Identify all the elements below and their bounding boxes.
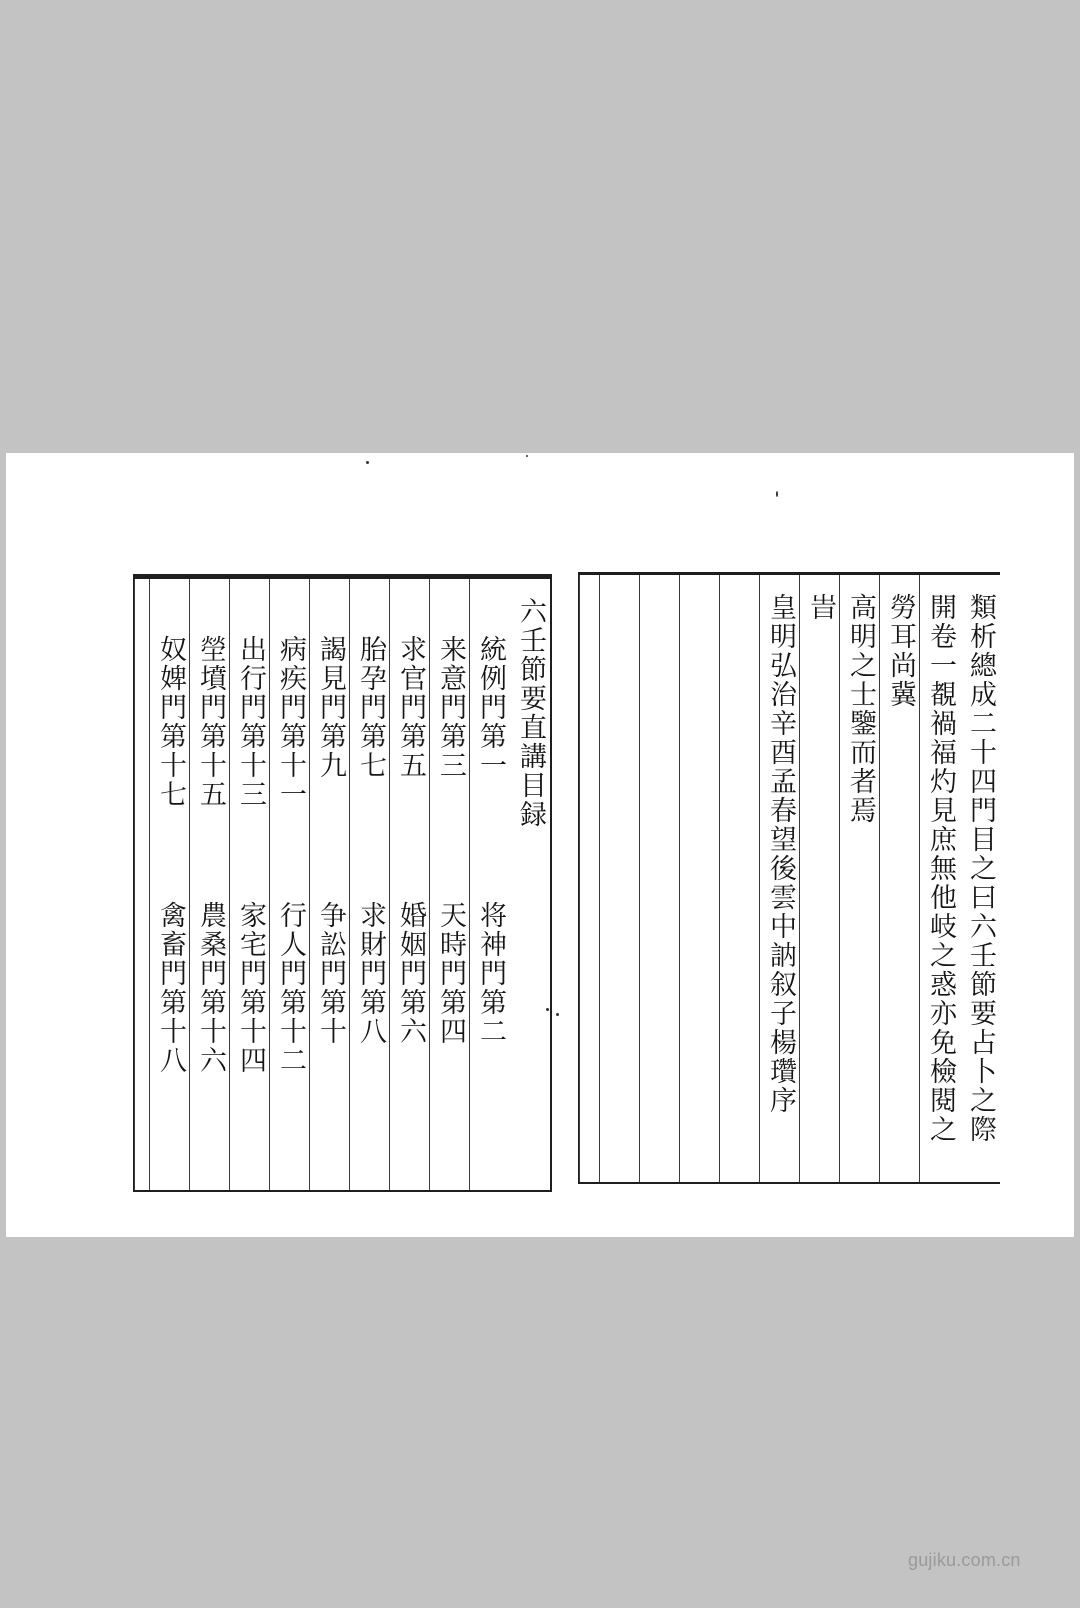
toc-column — [269, 579, 310, 1190]
toc-entry: 胎孕門第七 — [355, 635, 386, 780]
toc-entry: 争訟門第十 — [315, 901, 346, 1046]
toc-column — [510, 579, 550, 1190]
preface-column — [919, 575, 960, 1182]
preface-column-empty — [639, 575, 680, 1182]
preface-column — [960, 575, 1000, 1182]
toc-entry: 出行門第十三 — [235, 635, 266, 809]
toc-column — [189, 579, 230, 1190]
toc-entry: 禽畜門第十八 — [155, 901, 186, 1075]
preface-column — [839, 575, 880, 1182]
preface-line: 皇明弘治辛酉孟春望後雲中訥叙子楊瓚序 — [765, 593, 796, 1115]
preface-line: 類析總成二十四門目之曰六壬節要占卜之際 — [965, 593, 996, 1144]
preface-column-empty — [599, 575, 640, 1182]
preface-line: 高明之士鑒而者焉 — [845, 593, 876, 825]
toc-column — [229, 579, 270, 1190]
preface-line: 開卷一覩禍福灼見庶無他岐之惑亦免檢閱之 — [925, 593, 956, 1144]
site-watermark: gujiku.com.cn — [908, 1550, 1021, 1570]
toc-column — [469, 579, 510, 1190]
preface-column — [759, 575, 800, 1182]
toc-entry: 奴婢門第十七 — [155, 635, 186, 809]
toc-column — [429, 579, 470, 1190]
toc-entry: 病疾門第十一 — [275, 635, 306, 809]
toc-entry: 統例門第一 — [475, 635, 506, 780]
scan-speck — [366, 461, 369, 464]
preface-column — [879, 575, 920, 1182]
toc-column — [309, 579, 350, 1190]
preface-line: 勞耳尚冀 — [885, 593, 916, 709]
toc-entry: 天時門第四 — [435, 901, 466, 1046]
right-page-frame — [578, 572, 1000, 1184]
toc-entry: 将神門第二 — [475, 901, 506, 1046]
toc-entry: 求官門第五 — [395, 635, 426, 780]
scanned-book-spread — [6, 453, 1074, 1237]
preface-line: 旹 — [805, 593, 836, 622]
toc-entry: 家宅門第十四 — [235, 901, 266, 1075]
scan-speck — [556, 1013, 559, 1016]
scan-speck — [526, 455, 528, 457]
preface-column-empty — [719, 575, 760, 1182]
toc-entry: 来意門第三 — [435, 635, 466, 780]
toc-column — [349, 579, 390, 1190]
left-page-frame — [133, 574, 552, 1192]
toc-entry: 婚姻門第六 — [395, 901, 426, 1046]
toc-entry: 行人門第十二 — [275, 901, 306, 1075]
toc-title: 六壬節要直講目録 — [515, 597, 546, 829]
preface-column — [799, 575, 840, 1182]
toc-entry: 農桑門第十六 — [195, 901, 226, 1075]
preface-column-empty — [679, 575, 720, 1182]
preface-column-empty — [579, 575, 600, 1182]
toc-column — [389, 579, 430, 1190]
scan-speck — [776, 491, 778, 497]
toc-entry: 求財門第八 — [355, 901, 386, 1046]
toc-column — [149, 579, 190, 1190]
toc-entry: 塋墳門第十五 — [195, 635, 226, 809]
toc-column-empty — [134, 579, 150, 1190]
toc-entry: 謁見門第九 — [315, 635, 346, 780]
